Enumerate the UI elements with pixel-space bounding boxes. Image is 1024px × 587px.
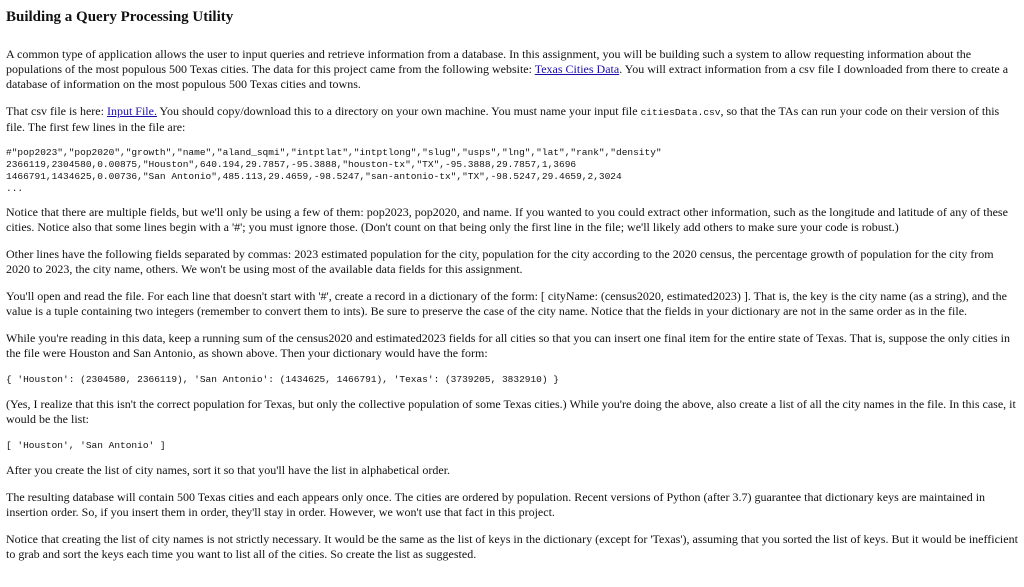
list-example-code: [ 'Houston', 'San Antonio' ] (6, 440, 166, 451)
dictionary-example-code: { 'Houston': (2304580, 2366119), 'San Antonio': (1434625, 1466791), 'Texas': (3739205, 3832910) } (6, 374, 559, 385)
notice-paragraph: Notice that creating the list of city names is not strictly necessary. It would be the same as the list of keys in the dictionary (except for 'Texas'), assuming that you sorted the list of keys. But it would be inefficient to grab and sort the keys each time you want to list all of the cities. So create the list as suggested. (6, 532, 1018, 561)
csv-ellipsis: ... (6, 183, 24, 194)
csv-data-line: 2366119,2304580,0.00875,"Houston",640.194,29.7857,-95.3888,"houston-tx","TX",-95.3888,29.7857,1,3696 (6, 159, 577, 170)
input-file-text-end: , so that the TAs can run your code on their version of this file. The first few lines in the file are: (6, 104, 1000, 134)
texas-cities-data-link[interactable]: Texas Cities Data (534, 62, 620, 76)
fields-paragraph: Notice that there are multiple fields, but we'll only be using a few of them: pop2023, pop2020, and name. If you wanted to you could extract other information, such as the longitude and latitude of any of these cities. Notice also that some lines begin with a '#'; you must ignore those. (Don't count on that being only the first line in the file; we'll likely add others to make sure your code is robust.) (6, 205, 1008, 234)
input-file-paragraph (6, 104, 1018, 135)
sort-paragraph: After you create the list of city names, sort it so that you'll have the list in alphabetical order. (6, 463, 451, 477)
list-paragraph: (Yes, I realize that this isn't the correct population for Texas, but only the collective population of some Texas cities.) While you're doing the above, also create a list of all the city names in the file. In this case, it would be the list: (6, 397, 1016, 426)
intro-text-end: . You will extract information from a csv file I downloaded from there to create a database of information on the most populous 500 Texas cities and towns. (6, 62, 1009, 91)
input-file-link[interactable]: Input File. (106, 104, 157, 118)
other-lines-paragraph: Other lines have the following fields separated by commas: 2023 estimated population for the city, population for the city according to the 2020 census, the percentage growth of population for the city from 2020 to 2023, the city name, others. We won't be using most of the available data fields for this assignment. (6, 247, 994, 276)
page-title: Building a Query Processing Utility (6, 9, 234, 25)
dictionary-paragraph: You'll open and read the file. For each line that doesn't start with '#', create a record in a dictionary of the form: [ cityName: (census2020, estimated2023) ]. That is, the key is the city name (as a string), and the value is a tuple containing two integers (remember to convert them to ints). Be sure to preserve the case of the city name. Notice that the fields in your dictionary are not in the same order as in the file. (6, 289, 1007, 318)
csv-header-line: #"pop2023","pop2020","growth","name","aland_sqmi","intptlat","intptlong","slug","usps","lng","lat","rank","density" (6, 147, 662, 158)
running-sum-paragraph: While you're reading in this data, keep a running sum of the census2020 and estimated2023 fields for all cities so that you can insert one final item for the entire state of Texas. That is, suppose the only cities in the file were Houston and San Antonio, as shown above. Then your dictionary would have the form: (6, 331, 1010, 360)
input-file-text: That csv file is here: (6, 104, 107, 118)
intro-text: A common type of application allows the user to input queries and retrieve information from a database. In this assignment, you will be building such a system to allow requesting information about the populations of the most populous 500 Texas cities. The data for this project came from the following website: (6, 47, 972, 76)
database-paragraph: The resulting database will contain 500 Texas cities and each appears only once. The cities are ordered by population. Recent versions of Python (after 3.7) guarantee that dictionary keys are maintained in insertion order. So, if you insert them in order, they'll stay in order. However, we won't use that fact in this project. (6, 490, 986, 519)
filename-code: citiesData.csv (640, 107, 721, 118)
input-file-text-middle: You should copy/download this to a directory on your own machine. You must name your input file (156, 104, 641, 118)
csv-data-line: 1466791,1434625,0.00736,"San Antonio",485.113,29.4659,-98.5247,"san-antonio-tx","TX",-98.5247,29.4659,2,3024 (6, 171, 622, 182)
intro-paragraph (6, 47, 1018, 92)
csv-sample-block (6, 147, 1018, 195)
